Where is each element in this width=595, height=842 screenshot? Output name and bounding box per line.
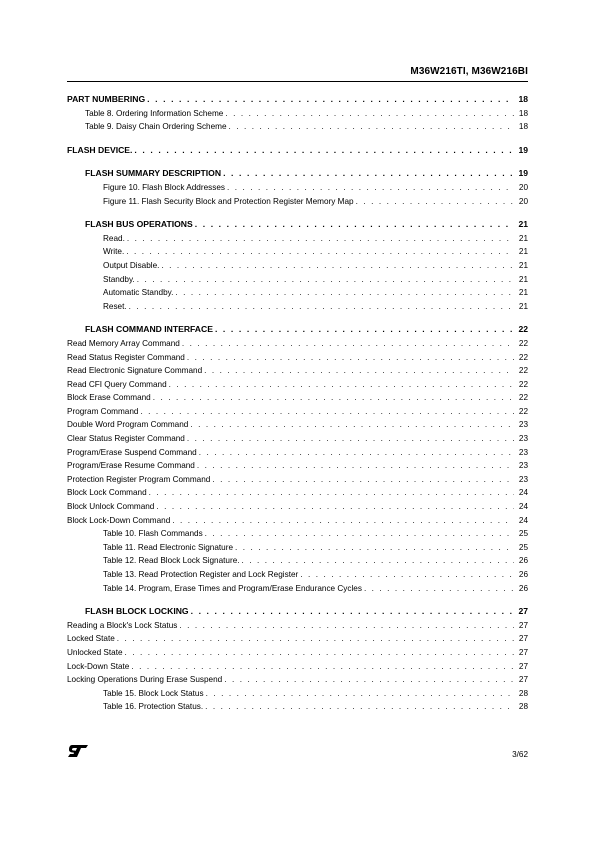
toc-section-heading[interactable] — [67, 93, 528, 107]
toc-entry[interactable] — [67, 391, 528, 405]
toc-entry-page: 26 — [518, 556, 528, 566]
toc-entry[interactable] — [67, 405, 528, 419]
toc-entry-label: Protection Register Program Command — [67, 474, 211, 484]
toc-entry-label: Block Lock-Down Command — [67, 515, 171, 525]
toc-entry[interactable] — [67, 554, 528, 568]
toc-entry-page: 25 — [518, 542, 528, 552]
toc-entry[interactable] — [67, 273, 528, 287]
toc-entry-page: 27 — [518, 675, 528, 685]
toc-entry-label: Table 10. Flash Commands — [103, 529, 203, 539]
toc-entry-label: Table 15. Block Lock Status — [103, 688, 204, 698]
toc-entry-page: 21 — [518, 260, 528, 270]
toc-entry-page: 18 — [518, 122, 528, 132]
toc-entry-page: 21 — [518, 219, 528, 230]
toc-entry[interactable] — [67, 619, 528, 633]
toc-leader-dots — [356, 195, 514, 209]
toc-leader-dots — [179, 619, 514, 633]
toc-leader-dots — [191, 605, 514, 619]
toc-entry[interactable] — [67, 673, 528, 687]
toc-entry-page: 26 — [518, 570, 528, 579]
toc-entry-label: Table 8. Ordering Information Scheme — [85, 108, 224, 118]
toc-spacer — [67, 157, 528, 167]
toc-leader-dots — [127, 232, 514, 246]
toc-entry[interactable] — [67, 514, 528, 528]
toc-entry-label: Unlocked State — [67, 647, 123, 657]
toc-leader-dots — [131, 660, 514, 674]
toc-entry-label: Table 11. Read Electronic Signature — [103, 542, 234, 552]
toc-leader-dots — [117, 632, 514, 646]
toc-leader-dots — [169, 378, 514, 392]
toc-entry[interactable] — [67, 195, 528, 209]
toc-entry-page: 23 — [518, 474, 528, 484]
toc-entry-label: Block Erase Command — [67, 393, 151, 403]
toc-entry[interactable] — [67, 378, 528, 392]
toc-leader-dots — [300, 568, 514, 582]
toc-entry-label: Write. — [103, 247, 125, 257]
toc-entry[interactable] — [67, 364, 528, 378]
toc-leader-dots — [199, 446, 514, 460]
toc-leader-dots — [364, 582, 514, 596]
toc-entry[interactable] — [67, 700, 528, 714]
toc-spacer — [67, 313, 528, 323]
toc-entry-page: 27 — [518, 620, 528, 630]
toc-entry-page: 18 — [518, 94, 528, 104]
toc-entry-page: 21 — [518, 288, 528, 298]
toc-entry-label: Read Electronic Signature Command — [67, 366, 203, 376]
table-of-contents — [67, 93, 528, 714]
toc-entry-page: 21 — [518, 233, 528, 243]
toc-entry-page: 23 — [518, 420, 528, 430]
toc-entry-page: 27 — [518, 647, 528, 657]
toc-leader-dots — [229, 120, 514, 134]
toc-leader-dots — [227, 181, 514, 195]
toc-entry[interactable] — [67, 582, 528, 596]
toc-entry[interactable] — [67, 259, 528, 273]
header-rule — [67, 81, 528, 82]
toc-entry-label: Read Memory Array Command — [67, 338, 180, 348]
toc-entry-page: 24 — [518, 488, 528, 498]
toc-entry-label: Table 16. Protection Status. — [103, 702, 204, 712]
toc-entry-page: 19 — [518, 168, 528, 179]
toc-entry-page: 23 — [518, 447, 528, 457]
toc-entry[interactable] — [67, 286, 528, 300]
toc-leader-dots — [126, 245, 514, 259]
toc-leader-dots — [187, 351, 514, 365]
toc-spacer — [67, 134, 528, 144]
toc-entry-page: 23 — [518, 461, 528, 471]
toc-spacer — [67, 208, 528, 218]
toc-entry[interactable] — [67, 245, 528, 259]
toc-leader-dots — [223, 167, 514, 181]
toc-entry-label: Output Disable. — [103, 260, 160, 270]
toc-entry-label: Program/Erase Suspend Command — [67, 447, 197, 457]
toc-entry-label: PART NUMBERING — [67, 94, 146, 104]
toc-section-heading[interactable] — [67, 167, 528, 181]
toc-entry[interactable] — [67, 687, 528, 701]
toc-entry-page: 22 — [518, 338, 528, 348]
toc-entry-page: 19 — [518, 144, 528, 155]
toc-entry-page: 18 — [518, 108, 528, 118]
toc-entry-page: 20 — [518, 182, 528, 192]
toc-entry-label: FLASH DEVICE. — [67, 144, 133, 155]
toc-leader-dots — [140, 405, 514, 419]
toc-entry[interactable] — [67, 527, 528, 541]
toc-entry[interactable] — [67, 446, 528, 460]
toc-entry[interactable] — [67, 660, 528, 674]
toc-leader-dots — [125, 646, 514, 660]
toc-entry-label: Table 12. Read Block Lock Signature. — [103, 556, 240, 566]
toc-leader-dots — [190, 418, 514, 432]
toc-entry-page: 22 — [518, 352, 528, 362]
toc-entry-page: 22 — [518, 324, 528, 335]
toc-leader-dots — [215, 323, 514, 337]
toc-leader-dots — [182, 337, 514, 351]
toc-entry-label: Standby. — [103, 274, 135, 284]
toc-entry-page: 21 — [518, 247, 528, 257]
toc-leader-dots — [187, 432, 514, 446]
toc-entry-page: 20 — [518, 196, 528, 206]
toc-entry-page: 22 — [518, 393, 528, 403]
toc-leader-dots — [205, 700, 514, 714]
toc-leader-dots — [153, 391, 514, 405]
toc-entry-label: Lock-Down State — [67, 661, 130, 671]
toc-entry-label: FLASH BUS OPERATIONS — [85, 219, 193, 230]
toc-entry[interactable] — [67, 500, 528, 514]
toc-leader-dots — [149, 486, 514, 500]
toc-entry-label: Figure 10. Flash Block Addresses — [103, 182, 225, 192]
toc-section-heading[interactable] — [67, 144, 528, 158]
toc-leader-dots — [205, 527, 514, 541]
toc-entry-label: FLASH BLOCK LOCKING — [85, 606, 189, 617]
toc-entry-label: Double Word Program Command — [67, 420, 189, 430]
toc-entry-page: 27 — [518, 606, 528, 617]
toc-entry-page: 27 — [518, 634, 528, 644]
toc-entry[interactable] — [67, 351, 528, 365]
toc-entry-label: Clear Status Register Command — [67, 434, 185, 444]
toc-entry[interactable] — [67, 568, 528, 582]
toc-spacer — [67, 595, 528, 605]
toc-entry[interactable] — [67, 646, 528, 660]
toc-leader-dots — [242, 554, 514, 568]
toc-entry-label: Read Status Register Command — [67, 352, 185, 362]
toc-entry-label: Table 13. Read Protection Register and Lock Register — [103, 570, 299, 579]
toc-leader-dots — [204, 364, 514, 378]
toc-entry[interactable] — [67, 232, 528, 246]
toc-entry[interactable] — [67, 418, 528, 432]
toc-leader-dots — [224, 673, 514, 687]
toc-entry-page: 23 — [518, 434, 528, 444]
toc-entry-page: 24 — [518, 502, 528, 512]
page-number: 3/62 — [512, 750, 528, 759]
toc-leader-dots — [175, 286, 514, 300]
toc-leader-dots — [172, 514, 514, 528]
toc-leader-dots — [197, 459, 514, 473]
toc-entry-label: Reading a Block's Lock Status — [67, 620, 178, 630]
toc-entry-page: 22 — [518, 366, 528, 376]
toc-leader-dots — [134, 144, 514, 158]
st-logo-icon — [67, 744, 89, 758]
toc-entry[interactable] — [67, 337, 528, 351]
toc-entry-label: Read. — [103, 233, 125, 243]
toc-entry[interactable] — [67, 459, 528, 473]
toc-entry[interactable] — [67, 120, 528, 134]
toc-entry-label: Locking Operations During Erase Suspend — [67, 675, 223, 685]
toc-entry-page: 28 — [518, 688, 528, 698]
toc-leader-dots — [235, 541, 514, 555]
toc-entry-label: Table 14. Program, Erase Times and Program/Erase Endurance Cycles — [103, 583, 362, 593]
toc-section-heading[interactable] — [67, 323, 528, 337]
toc-entry-label: Block Lock Command — [67, 488, 147, 498]
toc-leader-dots — [129, 300, 514, 314]
toc-entry-page: 24 — [518, 515, 528, 525]
toc-entry[interactable] — [67, 486, 528, 500]
toc-entry-label: Read CFI Query Command — [67, 379, 167, 389]
toc-entry-label: Figure 11. Flash Security Block and Protection Register Memory Map — [103, 196, 354, 206]
toc-section-heading[interactable] — [67, 605, 528, 619]
toc-entry-page: 28 — [518, 702, 528, 712]
toc-leader-dots — [212, 473, 514, 487]
toc-leader-dots — [156, 500, 514, 514]
toc-entry-page: 22 — [518, 379, 528, 389]
toc-entry[interactable] — [67, 541, 528, 555]
toc-entry-page: 21 — [518, 301, 528, 311]
toc-entry[interactable] — [67, 107, 528, 121]
toc-entry[interactable] — [67, 473, 528, 487]
toc-entry-page: 25 — [518, 529, 528, 539]
toc-leader-dots — [206, 687, 514, 701]
toc-leader-dots — [195, 218, 514, 232]
toc-entry-page: 21 — [518, 274, 528, 284]
toc-entry-label: Block Unlock Command — [67, 502, 155, 512]
toc-entry-label: Reset. — [103, 301, 127, 311]
toc-entry[interactable] — [67, 432, 528, 446]
toc-section-heading[interactable] — [67, 218, 528, 232]
toc-entry[interactable] — [67, 632, 528, 646]
toc-entry-label: Table 9. Daisy Chain Ordering Scheme — [85, 122, 227, 132]
toc-entry-label: FLASH COMMAND INTERFACE — [85, 324, 213, 335]
document-header-title: M36W216TI, M36W216BI — [410, 66, 528, 77]
toc-leader-dots — [147, 93, 514, 107]
toc-leader-dots — [161, 259, 514, 273]
toc-entry-page: 22 — [518, 406, 528, 416]
toc-entry-label: Locked State — [67, 634, 115, 644]
toc-entry-label: Program/Erase Resume Command — [67, 461, 195, 471]
toc-leader-dots — [225, 107, 514, 121]
toc-entry-label: Automatic Standby. — [103, 288, 174, 298]
toc-entry-label: Program Command — [67, 406, 139, 416]
toc-entry-page: 26 — [518, 583, 528, 593]
toc-entry[interactable] — [67, 300, 528, 314]
toc-entry-label: FLASH SUMMARY DESCRIPTION — [85, 168, 222, 179]
toc-leader-dots — [137, 273, 514, 287]
toc-entry-page: 27 — [518, 661, 528, 671]
toc-entry[interactable] — [67, 181, 528, 195]
